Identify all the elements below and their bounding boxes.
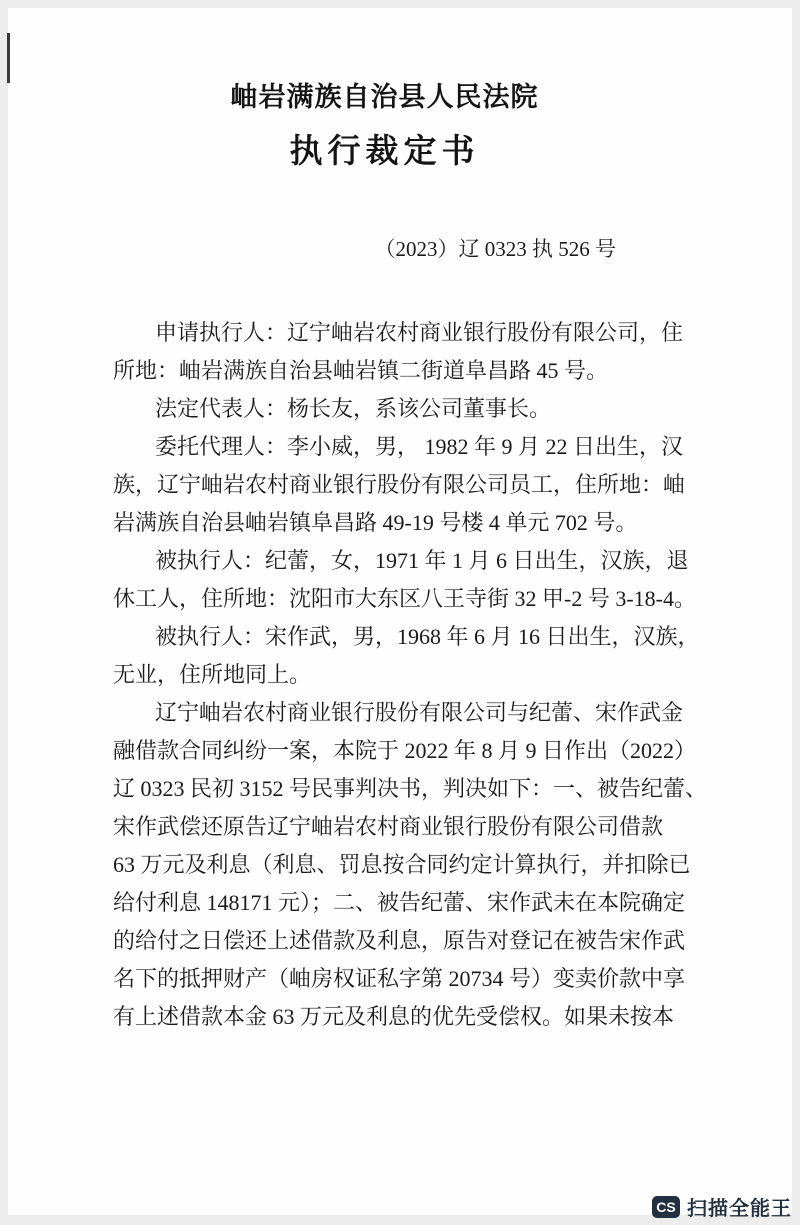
body-line: 被执行人：纪蕾，女，1971 年 1 月 6 日出生，汉族，退: [155, 548, 689, 573]
case-number: （2023）辽 0323 执 526 号: [374, 237, 616, 261]
body-line: 名下的抵押财产（岫房权证私字第 20734 号）变卖价款中享: [113, 966, 686, 991]
court-name: 岫岩满族自治县人民法院: [230, 82, 539, 112]
body-line: 有上述借款本金 63 万元及利息的优先受偿权。如果未按本: [113, 1004, 675, 1029]
body-line: 所地：岫岩满族自治县岫岩镇二街道阜昌路 45 号。: [113, 358, 609, 383]
camscanner-watermark: [652, 1192, 792, 1221]
body-line: 族，辽宁岫岩农村商业银行股份有限公司员工，住所地：岫: [113, 472, 686, 497]
paragraph-respondent-1: [113, 542, 696, 618]
body-line: 委托代理人：李小威，男， 1982 年 9 月 22 日出生，汉: [155, 434, 684, 459]
body-line: 休工人，住所地：沈阳市大东区八王寺街 32 甲-2 号 3-18-4。: [113, 586, 696, 611]
body-line: 宋作武偿还原告辽宁岫岩农村商业银行股份有限公司借款: [113, 814, 664, 839]
document-page: [8, 8, 792, 1215]
body-line: 无业，住所地同上。: [113, 662, 312, 687]
body-line: 被执行人：宋作武，男，1968 年 6 月 16 日出生，汉族，: [155, 624, 700, 649]
body-line: 辽宁岫岩农村商业银行股份有限公司与纪蕾、宋作武金: [155, 700, 684, 725]
paragraph-case-summary: [113, 694, 708, 1036]
body-line: 申请执行人：辽宁岫岩农村商业银行股份有限公司，住: [155, 320, 684, 345]
paragraph-respondent-2: [113, 618, 700, 694]
camscanner-label: 扫描全能王: [687, 1198, 792, 1220]
paragraph-applicant: [113, 314, 688, 390]
body-line: 法定代表人：杨长友，系该公司董事长。: [155, 396, 552, 421]
document-body: [113, 314, 708, 1036]
body-line: 给付利息 148171 元）；二、被告纪蕾、宋作武未在本院确定: [113, 890, 686, 915]
paragraph-authorized-agent: [113, 428, 688, 542]
paragraph-legal-representative: [113, 390, 688, 428]
camscanner-logo-icon: CS: [652, 1196, 680, 1218]
scan-artifact-mark: [7, 33, 10, 83]
body-line: 辽 0323 民初 3152 号民事判决书，判决如下：一、被告纪蕾、: [113, 776, 708, 801]
document-title: 执行裁定书: [289, 134, 480, 170]
body-line: 岩满族自治县岫岩镇阜昌路 49-19 号楼 4 单元 702 号。: [113, 510, 638, 535]
body-line: 的给付之日偿还上述借款及利息，原告对登记在被告宋作武: [113, 928, 686, 953]
body-line: 融借款合同纠纷一案，本院于 2022 年 8 月 9 日作出（2022）: [113, 738, 697, 763]
body-line: 63 万元及利息（利息、罚息按合同约定计算执行，并扣除已: [113, 852, 691, 877]
